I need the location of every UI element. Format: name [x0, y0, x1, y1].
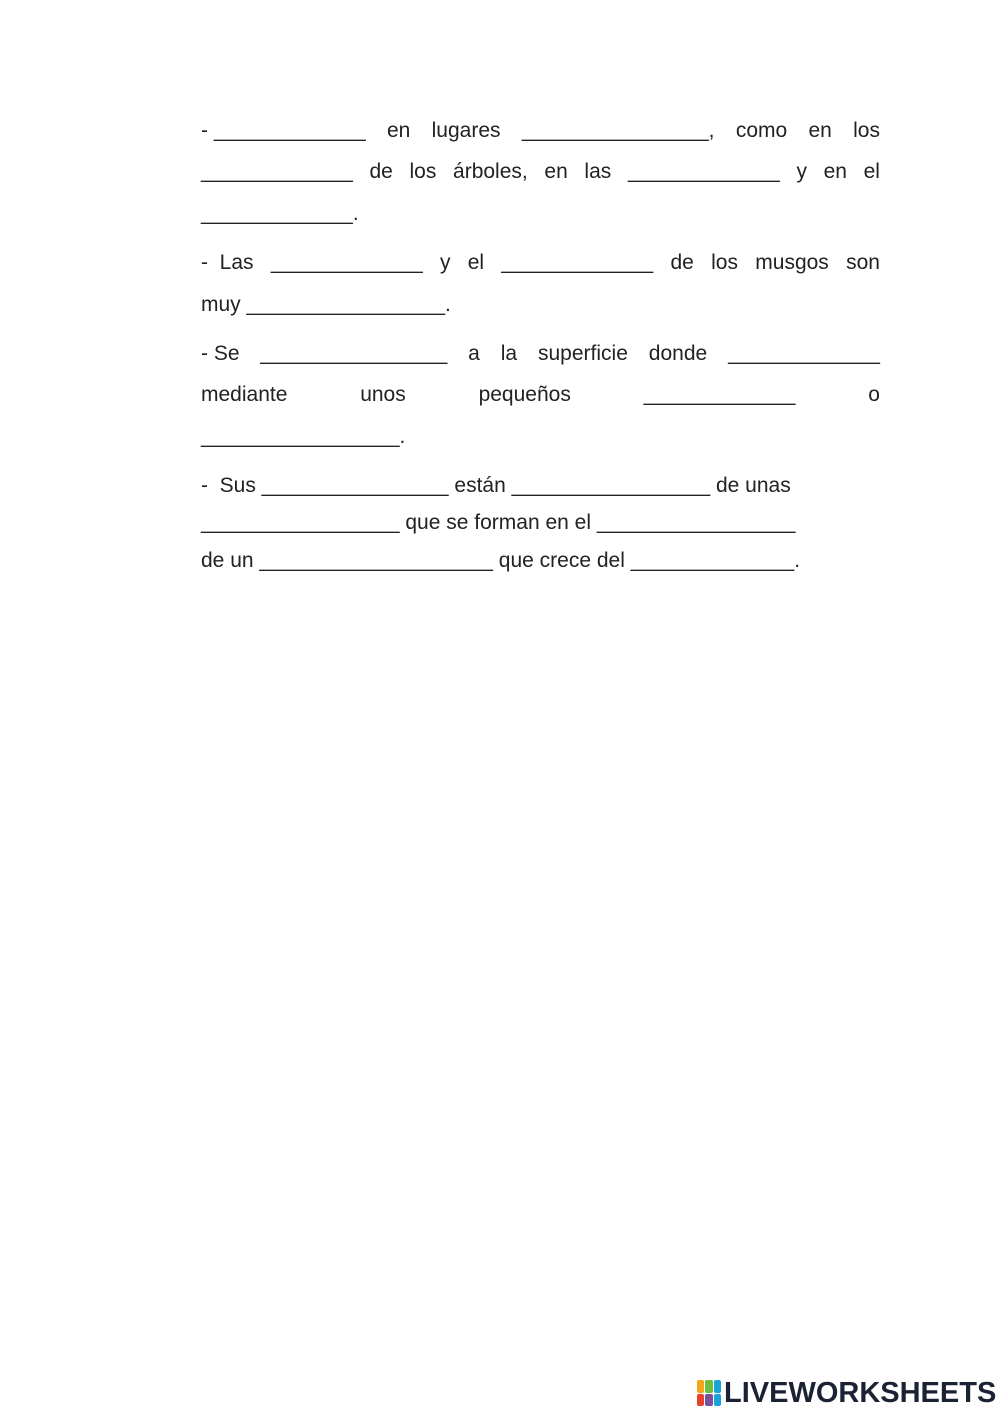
p1-line3: _____________. [201, 202, 359, 225]
text: a [468, 342, 480, 365]
text: musgos [755, 251, 829, 274]
text: _____________ [501, 251, 654, 274]
logo-tile [714, 1394, 721, 1407]
text: en [544, 160, 568, 183]
text: y [439, 251, 451, 274]
liveworksheets-logo [697, 1378, 996, 1408]
text: _____________ [201, 160, 353, 183]
text: el [863, 160, 880, 183]
logo-tile [697, 1380, 704, 1393]
text: ________________, [521, 119, 715, 142]
text: _____________ [270, 251, 423, 274]
logo-tile [705, 1380, 712, 1393]
text: _____________ [728, 342, 880, 365]
text: unos [360, 383, 406, 406]
text: la [500, 342, 518, 365]
text: las [584, 160, 612, 183]
text: - Las [201, 251, 254, 274]
text: de [670, 251, 694, 274]
p3-line1 [201, 340, 880, 368]
text: o [868, 383, 880, 406]
p1-line1 [201, 117, 880, 145]
text: los [853, 119, 880, 142]
text: los [711, 251, 738, 274]
text: donde [648, 342, 708, 365]
text: ________________ [260, 342, 448, 365]
p4-line2: _________________ que se forman en el _________________ [201, 511, 796, 534]
text: como [735, 119, 788, 142]
logo-tile [714, 1380, 721, 1393]
p4-line3: de un ____________________ que crece del ______________. [201, 549, 801, 572]
liveworksheets-logo-text: LIVEWORKSHEETS [724, 1377, 997, 1409]
p3-line3: _________________. [201, 425, 406, 448]
text: los [409, 160, 437, 183]
text: superficie [538, 342, 628, 365]
text: lugares [431, 119, 501, 142]
text: son [846, 251, 880, 274]
text: de [369, 160, 393, 183]
p4-line1: - Sus ________________ están _________________ de unas [201, 474, 791, 497]
text: en [823, 160, 847, 183]
p2-line2: muy _________________. [201, 293, 451, 316]
text: en [808, 119, 832, 142]
text: en [386, 119, 411, 142]
text: árboles, [453, 160, 528, 183]
text: - _____________ [201, 119, 366, 142]
text: mediante [201, 383, 288, 406]
text: _____________ [627, 160, 780, 183]
p2-line1 [201, 249, 880, 277]
text: pequeños [478, 383, 571, 406]
logo-tile [697, 1394, 704, 1407]
text: el [467, 251, 485, 274]
p1-line2 [201, 158, 880, 186]
text: y [796, 160, 807, 183]
p3-line2 [201, 381, 880, 409]
liveworksheets-logo-icon [697, 1380, 721, 1406]
logo-tile [705, 1394, 712, 1407]
text: - Se [201, 342, 240, 365]
text: _____________ [643, 383, 796, 406]
